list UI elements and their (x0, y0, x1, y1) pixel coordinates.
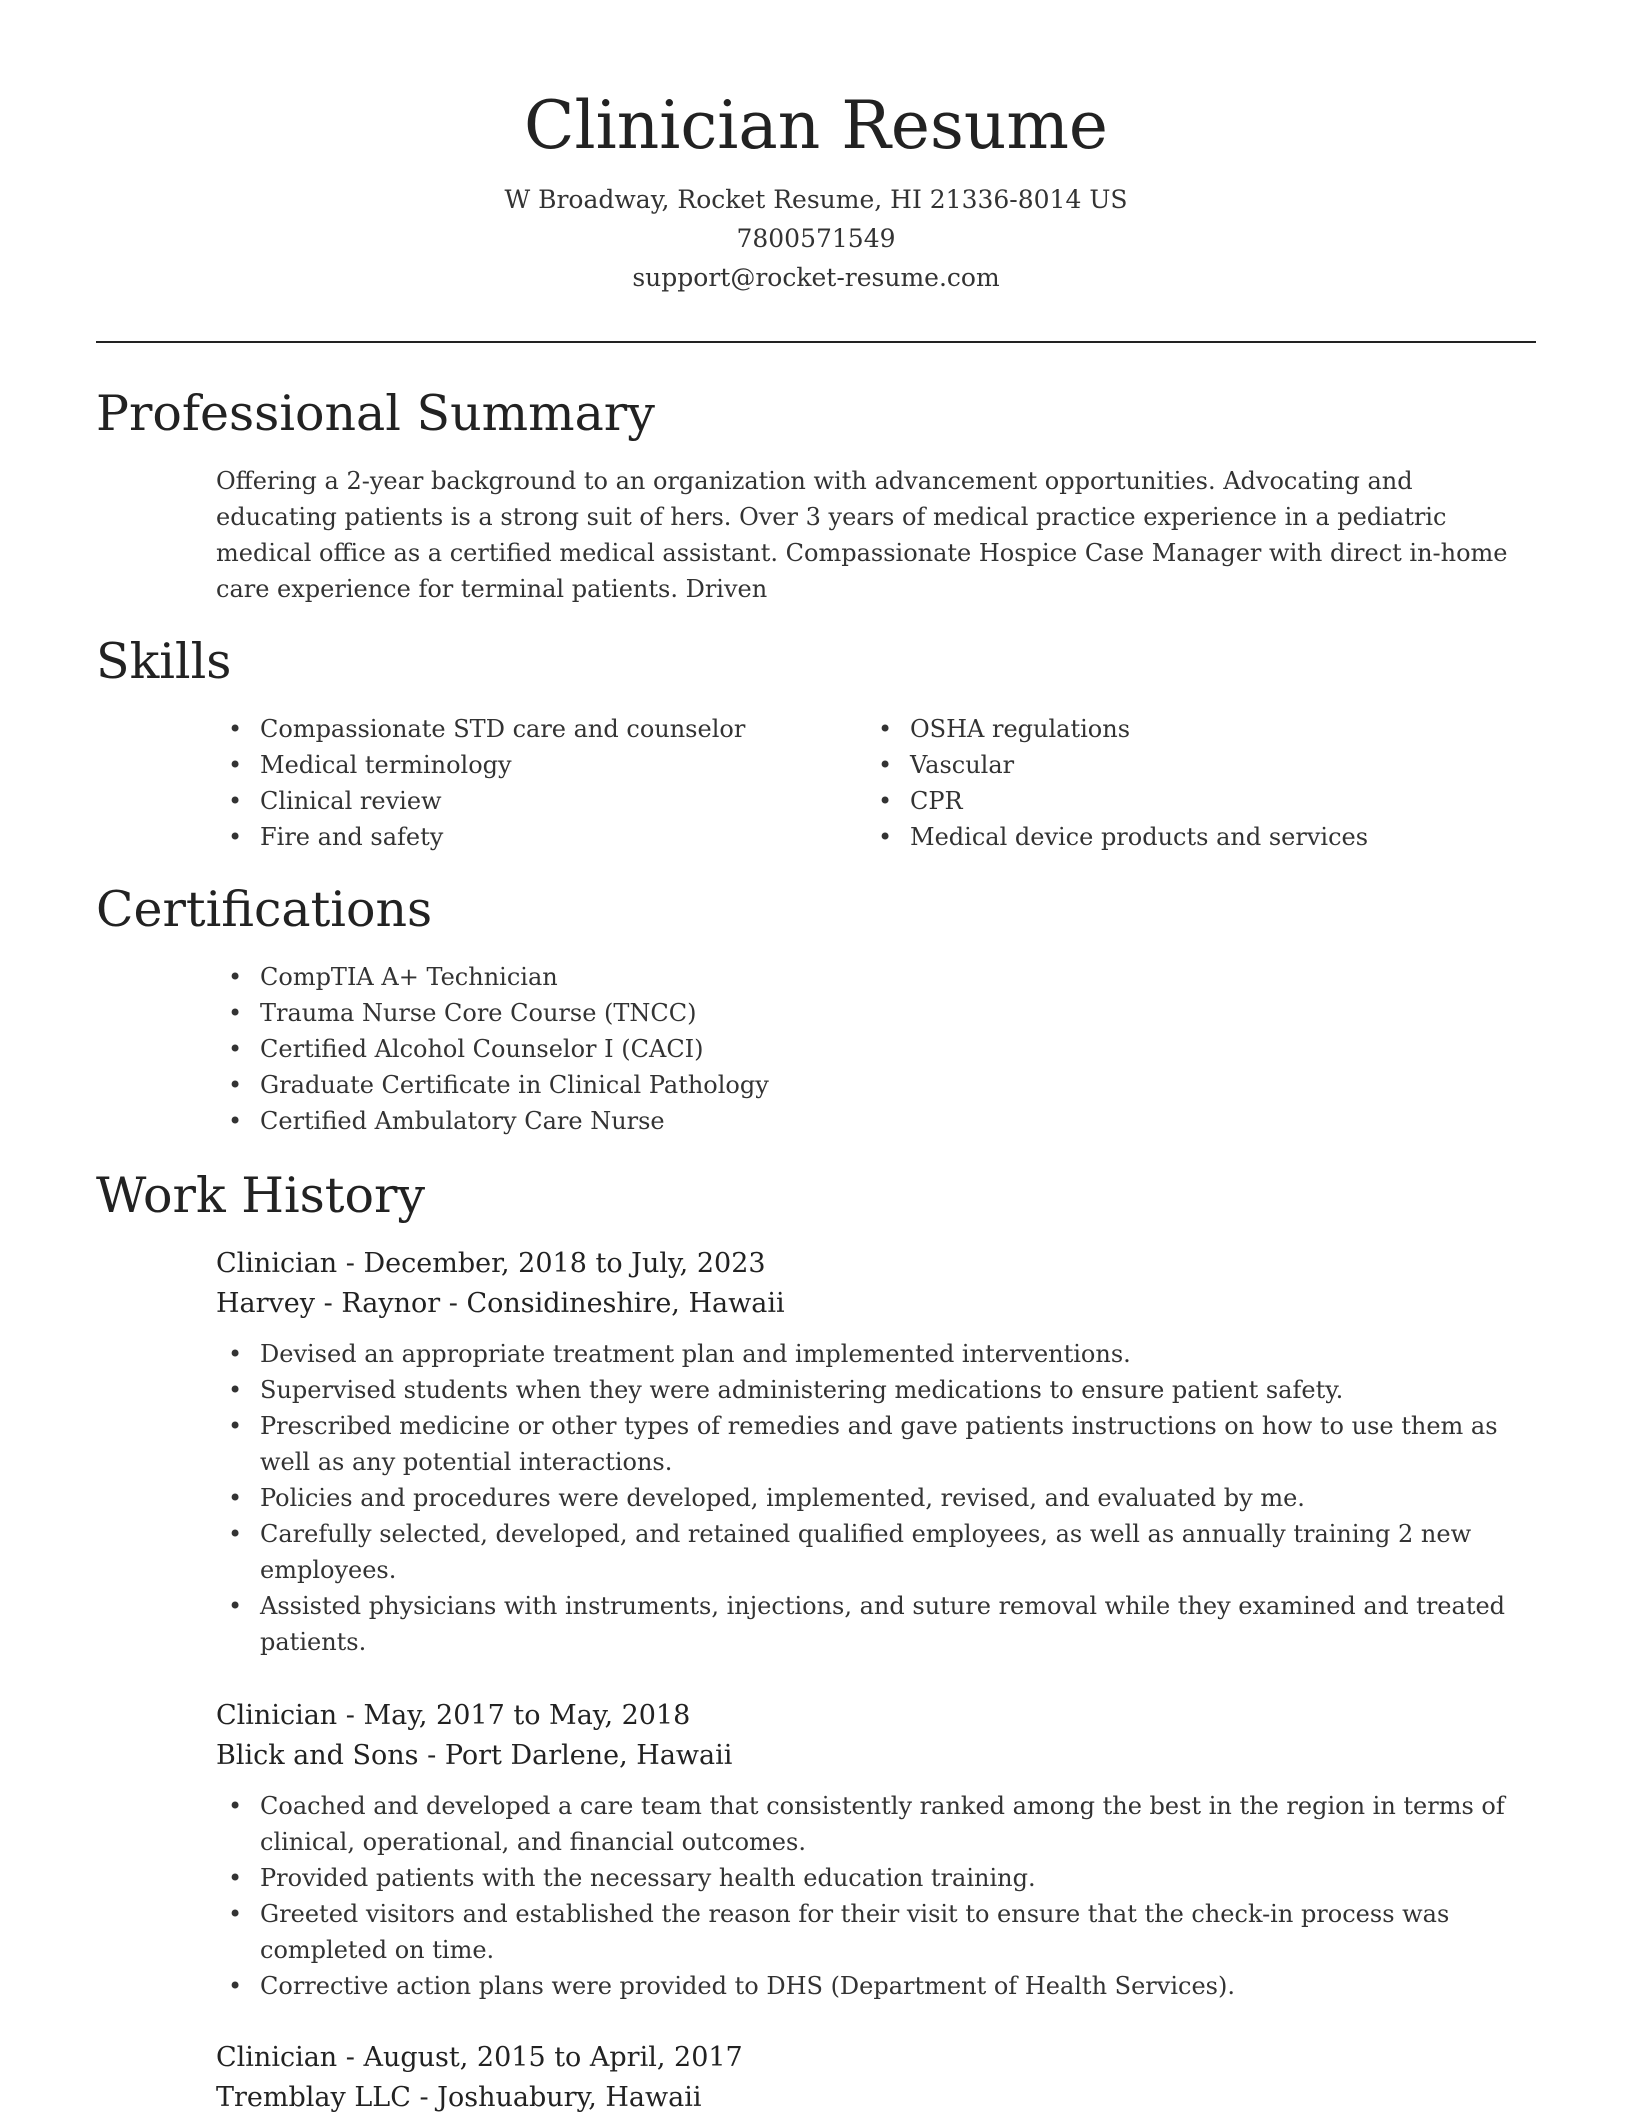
duty-text: Carefully selected, developed, and retained qualified employees, as well as annually training 2 new employees. (260, 1520, 1472, 1584)
list-item: • Policies and procedures were developed, implemented, revised, and evaluated by me. (228, 1484, 1305, 1512)
duty-text: Provided patients with the necessary health education training. (260, 1864, 1036, 1892)
job-duties (216, 1336, 1536, 1660)
list-item: • Provided patients with the necessary health education training. (228, 1864, 1036, 1892)
list-item: • CPR (878, 787, 963, 815)
list-item: • Trauma Nurse Core Course (TNCC) (228, 999, 697, 1027)
skill-text: Medical device products and services (910, 823, 1369, 851)
list-item: • Medical device products and services (878, 823, 1369, 851)
certifications-heading: Certifications (96, 881, 433, 938)
list-item: • Graduate Certificate in Clinical Pathology (228, 1071, 769, 1099)
header-divider (96, 341, 1536, 343)
list-item: • Coached and developed a care team that consistently ranked among the best in the region in terms of clinical, operational, and financial outcomes. (228, 1792, 1505, 1856)
phone: 7800571549 (736, 224, 896, 253)
duty-text: Corrective action plans were provided to DHS (Department of Health Services). (260, 1972, 1235, 2000)
list-item: • Devised an appropriate treatment plan and implemented interventions. (228, 1340, 1131, 1368)
certifications-list (216, 959, 1536, 1139)
summary-text: Offering a 2-year background to an organization with advancement opportunities. Advocating and educating patients is a strong suit of hers. Over 3 years of medical practice experience in a pediatric medical office as a certified medical assistant. Compassionate Hospice Case Manager with direct in-home care experience for terminal patients. Driven (216, 467, 1508, 603)
resume-header (0, 82, 1632, 297)
duty-text: Greeted visitors and established the reason for their visit to ensure that the check-in process was completed on time. (260, 1900, 1450, 1964)
skill-text: Medical terminology (260, 751, 512, 779)
duty-text: Prescribed medicine or other types of remedies and gave patients instructions on how to use them as well as any potential interactions. (260, 1412, 1498, 1476)
skill-text: Fire and safety (260, 823, 444, 851)
job-duties (216, 1788, 1536, 2004)
summary-heading: Professional Summary (96, 385, 655, 442)
list-item: • Carefully selected, developed, and retained qualified employees, as well as annually training 2 new employees. (228, 1520, 1472, 1584)
resume-title: Clinician Resume (523, 87, 1108, 164)
list-item: • Vascular (878, 751, 1015, 779)
list-item: • Fire and safety (228, 823, 444, 851)
list-item: • Medical terminology (228, 751, 512, 779)
list-item: • Assisted physicians with instruments, injections, and suture removal while they examined and treated patients. (228, 1592, 1506, 1656)
duty-text: Policies and procedures were developed, implemented, revised, and evaluated by me. (260, 1484, 1305, 1512)
list-item: • Corrective action plans were provided to DHS (Department of Health Services). (228, 1972, 1235, 2000)
skill-text: CPR (910, 787, 963, 815)
job-entry (216, 1696, 1536, 2004)
list-item: • Certified Alcohol Counselor I (CACI) (228, 1035, 704, 1063)
list-item: • Greeted visitors and established the reason for their visit to ensure that the check-in process was completed on time. (228, 1900, 1450, 1964)
certification-text: CompTIA A+ Technician (260, 963, 558, 991)
skill-text: Compassionate STD care and counselor (260, 715, 746, 743)
job-company: Harvey - Raynor - Considineshire, Hawaii (216, 1288, 785, 1319)
skill-text: Clinical review (260, 787, 442, 815)
job-title: Clinician - December, 2018 to July, 2023 (216, 1248, 766, 1279)
skill-text: OSHA regulations (910, 715, 1131, 743)
certification-text: Certified Alcohol Counselor I (CACI) (260, 1035, 704, 1063)
list-item: • Certified Ambulatory Care Nurse (228, 1107, 665, 1135)
email: support@rocket-resume.com (632, 263, 1000, 292)
certification-text: Certified Ambulatory Care Nurse (260, 1107, 665, 1135)
job-entry (216, 1244, 1536, 1660)
address: W Broadway, Rocket Resume, HI 21336-8014 US (504, 185, 1128, 214)
skill-text: Vascular (910, 751, 1015, 779)
list-item: • Prescribed medicine or other types of remedies and gave patients instructions on how to use them as well as any potential interactions. (228, 1412, 1498, 1476)
skills-list-left (216, 711, 856, 855)
list-item: • Clinical review (228, 787, 442, 815)
list-item: • Supervised students when they were administering medications to ensure patient safety. (228, 1376, 1344, 1404)
list-item: • Compassionate STD care and counselor (228, 715, 746, 743)
duty-text: Assisted physicians with instruments, injections, and suture removal while they examined and treated patients. (260, 1592, 1506, 1656)
contact-info (0, 180, 1632, 297)
job-entry (216, 2038, 1536, 2118)
skills-heading: Skills (96, 633, 232, 690)
job-title: Clinician - May, 2017 to May, 2018 (216, 1700, 691, 1731)
list-item: • OSHA regulations (878, 715, 1131, 743)
job-company: Tremblay LLC - Joshuabury, Hawaii (216, 2082, 702, 2113)
skills-list-right (866, 711, 1506, 855)
job-title: Clinician - August, 2015 to April, 2017 (216, 2042, 743, 2073)
list-item: • CompTIA A+ Technician (228, 963, 558, 991)
job-company: Blick and Sons - Port Darlene, Hawaii (216, 1740, 733, 1771)
duty-text: Coached and developed a care team that consistently ranked among the best in the region in terms of clinical, operational, and financial outcomes. (260, 1792, 1505, 1856)
work-history-heading: Work History (96, 1167, 426, 1224)
certification-text: Trauma Nurse Core Course (TNCC) (260, 999, 697, 1027)
duty-text: Devised an appropriate treatment plan and implemented interventions. (260, 1340, 1131, 1368)
duty-text: Supervised students when they were administering medications to ensure patient safety. (260, 1376, 1344, 1404)
certification-text: Graduate Certificate in Clinical Pathology (260, 1071, 769, 1099)
